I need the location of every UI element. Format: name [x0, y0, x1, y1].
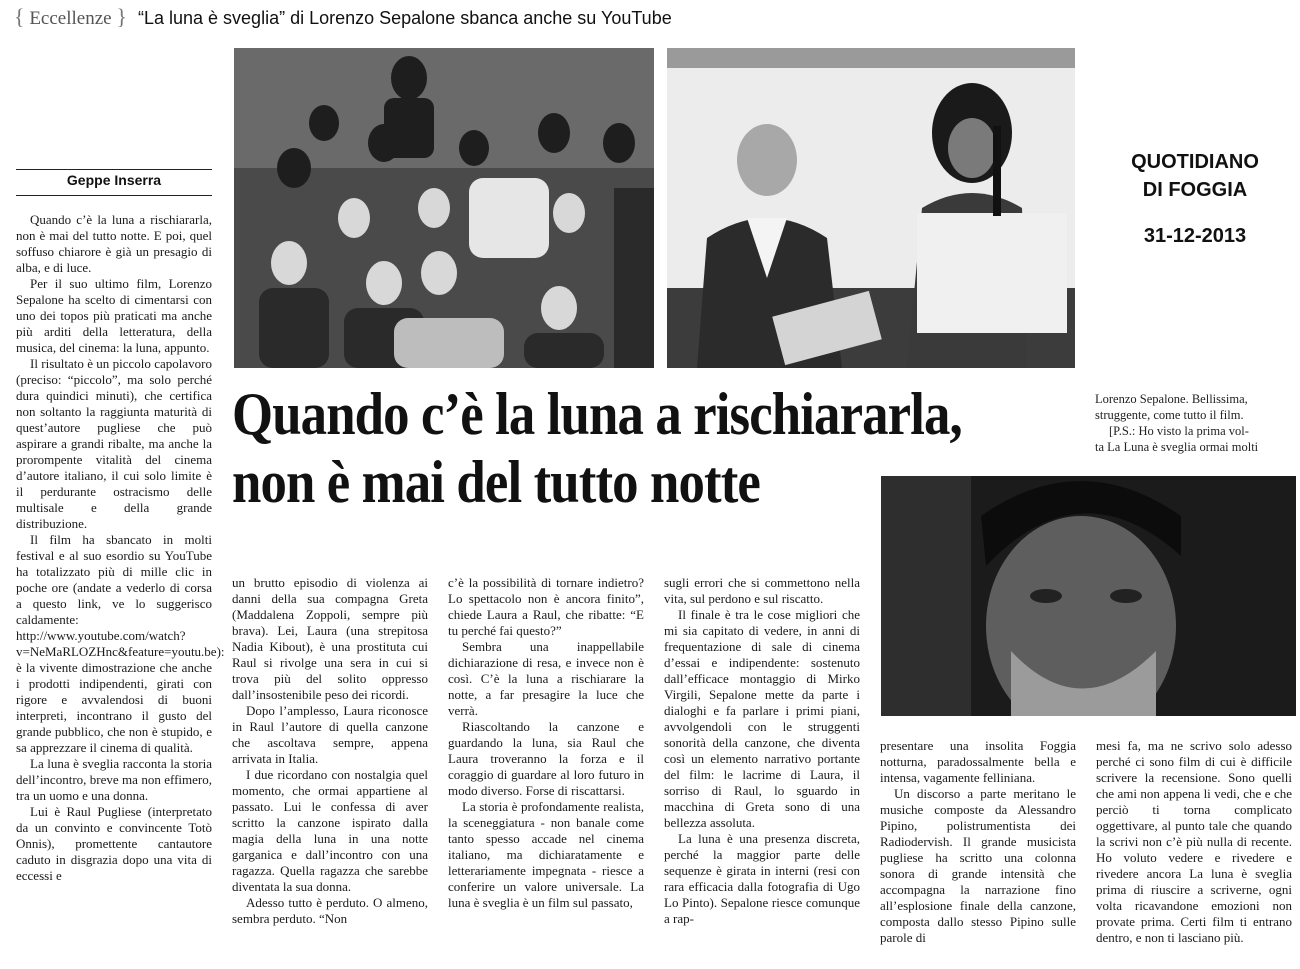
article-column-3 [448, 575, 644, 911]
article-kicker-title: “La luna è sveglia” di Lorenzo Sepalone sbanca anche su YouTube [137, 8, 672, 28]
paragraph: Il film ha sbancato in molti festival e al suo esordio su YouTube ha totalizzato più di mille clic in poche ore (andate a vederlo di corsa a questo link, ve lo suggerisco caldamente: http://www.youtube.com/watch?v=NeMaRLOZHnc&feature=youtu.be): è la vivente dimostrazione che anche i prodotti indipendenti, girati con rigore e avvalendosi di buoni interpreti, incontrano il gusto del grande pubblico, che non è stupido, e sa apprezzare il cinema di qualità. [16, 532, 225, 755]
paragraph: Riascoltando la canzone e guardando la luna, sia Raul che Laura troveranno la forza e il coraggio di guardare al loro futuro in modo diverso. Forse di riscattarsi. [448, 719, 644, 798]
director-portrait-photo [881, 476, 1296, 716]
paragraph: presentare una insolita Foggia notturna, paradossalmente bella e intensa, vagamente felliniana. [880, 738, 1076, 785]
paragraph: La luna è una presenza discreta, perché la maggior parte delle sequenze è girata in interni (resi con rara efficacia dalla fotografia di Ugo Lo Pinto). Sepalone riesce comunque a rap- [664, 831, 860, 926]
paragraph: Quando c’è la luna a rischiararla, non è mai del tutto notte. E poi, quel soffuso chiarore è già un presagio di alba, e di luce. [16, 212, 212, 275]
paragraph: Il finale è tra le cose migliori che mi sia capitato di vedere, in anni di frequentazione di sale di cinema d’essai e indipendente: sostenuto dall’efficace montaggio di Mirko Virgili, Sepalone mette da parte i dialoghi e fa parlare i primi piani, avvolgendoli con le struggenti sonorità della canzone, che diventa così un elemento narrativo portante del film: le lacrime di Laura, il sorriso di Raul, lo sguardo in macchina di Greta sono di una bellezza assoluta. [664, 607, 860, 830]
article-column-2 [232, 575, 428, 927]
paragraph: Dopo l’amplesso, Laura riconosce in Raul l’autore di quella canzone che ascoltava sempre, appena arrivata in Italia. [232, 703, 428, 766]
paragraph: Il risultato è un piccolo capolavoro (preciso: “piccolo”, ma solo perché dura quindici minuti), che certifica non soltanto la raggiunta maturità di quest’autore pugliese che può aspirare a grandi ribalte, ma anche la prorompente vitalità del cinema d’autore italiano, il cui solo limite è il perdurante ostracismo delle multisale e della grande distribuzione. [16, 356, 212, 531]
headline-line2: non è mai del tutto notte [232, 449, 760, 515]
paragraph: Per il suo ultimo film, Lorenzo Sepalone ha scelto di cimentarsi con uno dei topos più praticati ma anche più arditi della letteratura, della musica, del cinema: la luna, appunto. [16, 276, 212, 355]
paragraph: I due ricordano con nostalgia quel momento, che ormai appartiene al passato. Lui le confessa di aver scritto la canzone ispirato dalla magia della luna in una notte garganica e dall’incontro con una ragazza. Quella ragazza che sarebbe diventata la sua donna. [232, 767, 428, 894]
caption-line3: [P.S.: Ho visto la prima vol- [1109, 424, 1249, 438]
paragraph: La luna è sveglia racconta la storia dell’incontro, breve ma non effimero, tra un uomo e una donna. [16, 756, 212, 803]
photo-caption [1095, 391, 1295, 455]
caption-line4: ta La Luna è sveglia ormai molti [1095, 440, 1259, 454]
byline-rule-top [16, 169, 212, 170]
paragraph: mesi fa, ma ne scrivo solo adesso perché ci sono film di cui è difficile scrivere la recensione. Sono quelli che ami non appena li vedi, che e che perciò ti torna complicato oggettivare, al punto tale che quando la scrivi non c’è più nulla di recente. Ho voluto vedere e rivedere e rivedere ancora La luna è sveglia prima di riuscire a scriverne, ogni volta ricavandone emozioni non provate prima. Certi film ti entrano dentro, e non ti lasciano più. [1096, 738, 1292, 945]
article-headline [232, 380, 989, 516]
caption-line2: struggente, come tutto il film. [1095, 408, 1244, 422]
source-name-line1: QUOTIDIANO [1131, 151, 1259, 173]
paragraph: sugli errori che si commettono nella vita, sul perdono e sul riscatto. [664, 575, 860, 606]
article-column-5 [880, 738, 1076, 946]
paragraph: c’è la possibilità di tornare indietro? Lo spettacolo non è ancora finito”, chiede Laura a Raul, che ribatte: “E tu perché fai questo?” [448, 575, 644, 638]
group-photo [234, 48, 654, 368]
source-name-line2: DI FOGGIA [1142, 179, 1248, 201]
source-date: 31-12-2013 [1143, 225, 1247, 247]
source-stamp [1095, 148, 1295, 250]
paragraph: un brutto episodio di violenza ai danni della sua compagna Greta (Maddalena Zoppoli, sempre più brava). Lei, Laura (una strepitosa Nadia Kibout), è una prostituta cui Raul si rivolge una sera in cui si trova più del solito oppresso dall’insostenibile peso dei ricordi. [232, 575, 428, 702]
author-byline: Geppe Inserra [66, 172, 162, 188]
article-column-1 [16, 212, 225, 884]
paragraph: Adesso tutto è perduto. O almeno, sembra perduto. “Non [232, 895, 428, 926]
paragraph: Sembra una inappellabile dichiarazione di resa, e invece non è così. C’è la luna a rischiarare la notte, a far presagire la luce che verrà. [448, 639, 644, 718]
section-kicker: { Eccellenze } [14, 4, 127, 29]
section-header [14, 4, 672, 30]
byline-rule-bottom [16, 195, 212, 196]
paragraph: La storia è profondamente realista, la sceneggiatura - non banale come tanto spesso accade nel cinema italiano, ma dichiaratamente e letterariamente impegnata - riesce a conferire un valore universale. La luna è sveglia è un film sul passato, [448, 799, 644, 910]
award-photo [667, 48, 1075, 368]
article-column-4 [664, 575, 860, 927]
paragraph: Un discorso a parte meritano le musiche composte da Alessandro Pipino, polistrumentista dei Radiodervish. Il grande musicista pugliese ha scritto una colonna sonora di grande intensità che accompagna la narrazione fino all’esplosione finale della canzone, composta dallo stesso Pipino sulle parole di [880, 786, 1076, 945]
paragraph: Lui è Raul Pugliese (interpretato da un convinto e convincente Totò Onnis), promettente cantautore caduto in disgrazia dopo una vita di eccessi e [16, 804, 212, 883]
article-column-6 [1096, 738, 1292, 946]
headline-line1: Quando c’è la luna a rischiararla, [232, 381, 962, 447]
caption-line1: Lorenzo Sepalone. Bellissima, [1095, 392, 1248, 406]
